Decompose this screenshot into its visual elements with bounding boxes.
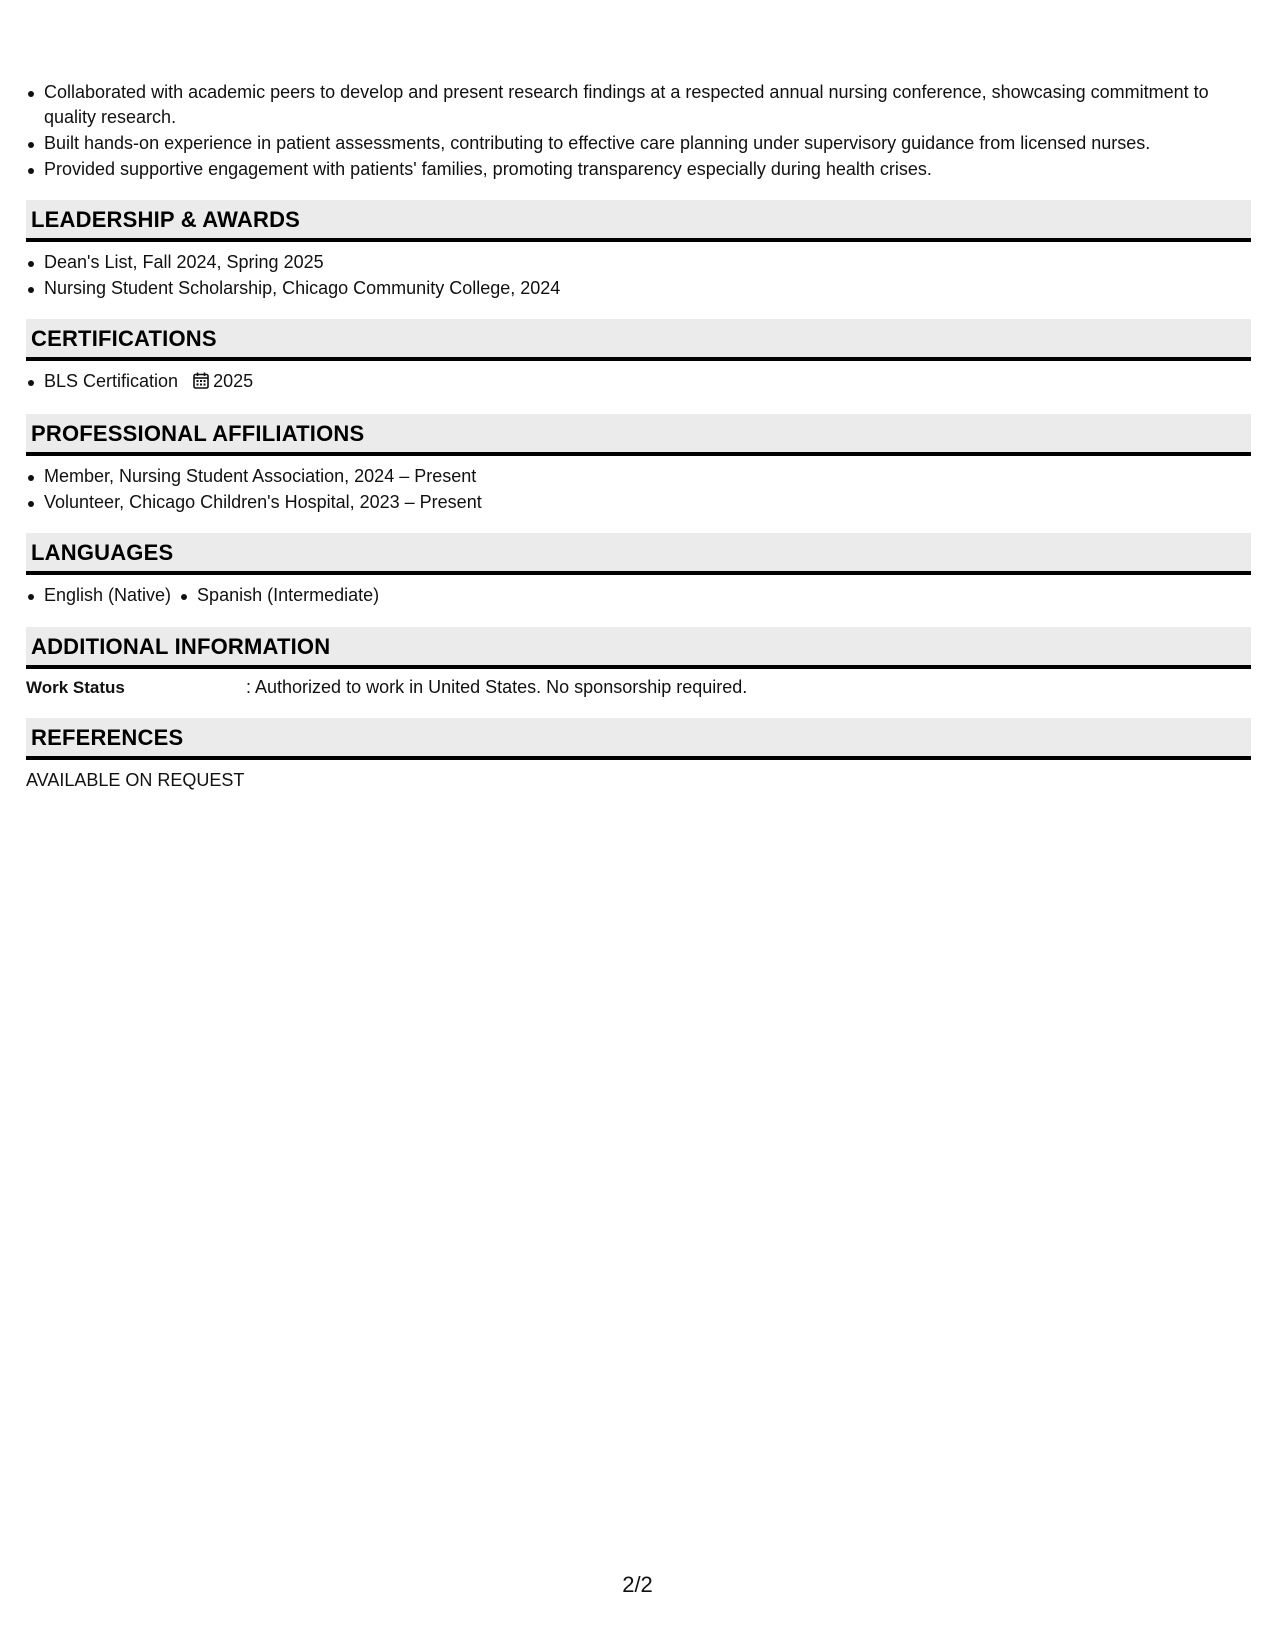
language-item: English (Native) <box>44 583 171 608</box>
section-body <box>26 768 1251 793</box>
certification-item <box>44 369 1251 396</box>
work-status-row <box>26 675 1251 700</box>
leadership-section <box>26 200 1251 301</box>
section-header <box>26 627 1251 669</box>
affiliation-item: Member, Nursing Student Association, 2024 – Present <box>44 464 1251 489</box>
leadership-list <box>26 250 1251 301</box>
certification-name: BLS Certification <box>44 371 179 391</box>
languages-section <box>26 533 1251 609</box>
calendar-icon <box>193 371 209 396</box>
affiliations-section <box>26 414 1251 515</box>
section-title: LANGUAGES <box>31 540 174 565</box>
certification-date: 2025 <box>213 371 254 391</box>
additional-info-section <box>26 627 1251 700</box>
section-title: PROFESSIONAL AFFILIATIONS <box>31 421 365 446</box>
section-title: ADDITIONAL INFORMATION <box>31 634 331 659</box>
certifications-section <box>26 319 1251 396</box>
experience-bullet: Built hands-on experience in patient assessments, contributing to effective care planning under supervisory guidance from licensed nurses. <box>44 131 1251 156</box>
section-body <box>26 250 1251 301</box>
leadership-item: Nursing Student Scholarship, Chicago Community College, 2024 <box>44 276 1251 301</box>
experience-bullet-list <box>26 80 1251 182</box>
section-header <box>26 319 1251 361</box>
leadership-item: Dean's List, Fall 2024, Spring 2025 <box>44 250 1251 275</box>
section-body <box>26 583 1251 609</box>
experience-bullet: Provided supportive engagement with patients' families, promoting transparency especially during health crises. <box>44 157 1251 182</box>
language-item: Spanish (Intermediate) <box>197 583 379 608</box>
languages-list <box>26 583 1251 609</box>
experience-bullet: Collaborated with academic peers to develop and present research findings at a respected annual nursing conference, showcasing commitment to quality research. <box>44 80 1251 130</box>
section-header <box>26 414 1251 456</box>
section-title: LEADERSHIP & AWARDS <box>31 207 301 232</box>
affiliation-item: Volunteer, Chicago Children's Hospital, 2023 – Present <box>44 490 1251 515</box>
certifications-list <box>26 369 1251 396</box>
section-title: REFERENCES <box>31 725 184 750</box>
references-text: AVAILABLE ON REQUEST <box>26 770 245 790</box>
section-header <box>26 718 1251 760</box>
affiliations-list <box>26 464 1251 515</box>
work-status-value: : Authorized to work in United States. No sponsorship required. <box>246 677 748 697</box>
section-title: CERTIFICATIONS <box>31 326 217 351</box>
section-header <box>26 200 1251 242</box>
section-header <box>26 533 1251 575</box>
page-number: 2/2 <box>622 1572 653 1597</box>
work-status-label: Work Status <box>26 678 125 697</box>
page-content <box>26 80 1251 793</box>
section-body <box>26 464 1251 515</box>
section-body <box>26 369 1251 396</box>
references-section <box>26 718 1251 793</box>
section-body <box>26 675 1251 700</box>
certification-date-group <box>193 369 253 396</box>
